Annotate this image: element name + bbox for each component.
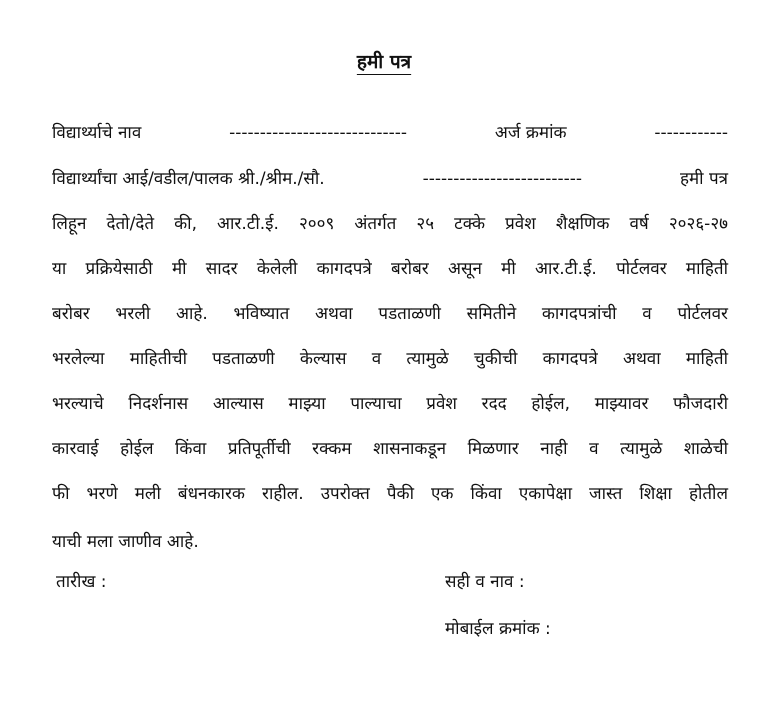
application-number-blank: ------------ xyxy=(654,123,728,143)
paragraph-line: कारवाई होईल किंवा प्रतिपूर्तीची रक्कम शासनाकडून मिळणार नाही व त्यामुळे शाळेची xyxy=(52,439,728,459)
parent-label: विद्यार्थ्यांचा आई/वडील/पालक श्री./श्रीम./सौ. xyxy=(52,169,325,189)
paragraph-line: या प्रक्रियेसाठी मी सादर केलेली कागदपत्रे बरोबर असून मी आर.टी.ई. पोर्टलवर माहिती xyxy=(52,259,728,279)
paragraph-line: भरल्याचे निदर्शनास आल्यास माझ्या पाल्याचा प्रवेश रदद होईल, माझ्यावर फौजदारी xyxy=(52,394,728,414)
paragraph-line: लिहून देतो/देते की, आर.टी.ई. २००९ अंतर्गत २५ टक्के प्रवेश शैक्षणिक वर्ष २०२६-२७ xyxy=(52,214,728,234)
document-title-text: हमी पत्र xyxy=(356,51,412,73)
application-number-label: अर्ज क्रमांक xyxy=(494,123,567,143)
parent-info-row xyxy=(52,167,728,191)
student-info-row xyxy=(52,121,728,145)
parent-name-blank: -------------------------- xyxy=(422,169,583,189)
document-title xyxy=(0,48,768,74)
student-name-label: विद्यार्थ्याचे नाव xyxy=(52,123,142,143)
paragraph-line: भरलेल्या माहितीची पडताळणी केल्यास व त्यामुळे चुकीची कागदपत्रे अथवा माहिती xyxy=(52,349,728,369)
paragraph-line: फी भरणे मली बंधनकारक राहील. उपरोक्त पैकी एक किंवा एकापेक्षा जास्त शिक्षा होतील xyxy=(52,484,728,504)
date-label: तारीख : xyxy=(56,572,107,592)
parent-row-tail: हमी पत्र xyxy=(679,169,728,189)
mobile-number-label: मोबाईल क्रमांक : xyxy=(445,619,551,639)
paragraph-last-line: याची मला जाणीव आहे. xyxy=(52,532,199,552)
paragraph-line: बरोबर भरली आहे. भविष्यात अथवा पडताळणी समितीने कागदपत्रांची व पोर्टलवर xyxy=(52,304,728,324)
signature-label: सही व नाव : xyxy=(445,572,525,592)
student-name-blank: ----------------------------- xyxy=(229,123,408,143)
